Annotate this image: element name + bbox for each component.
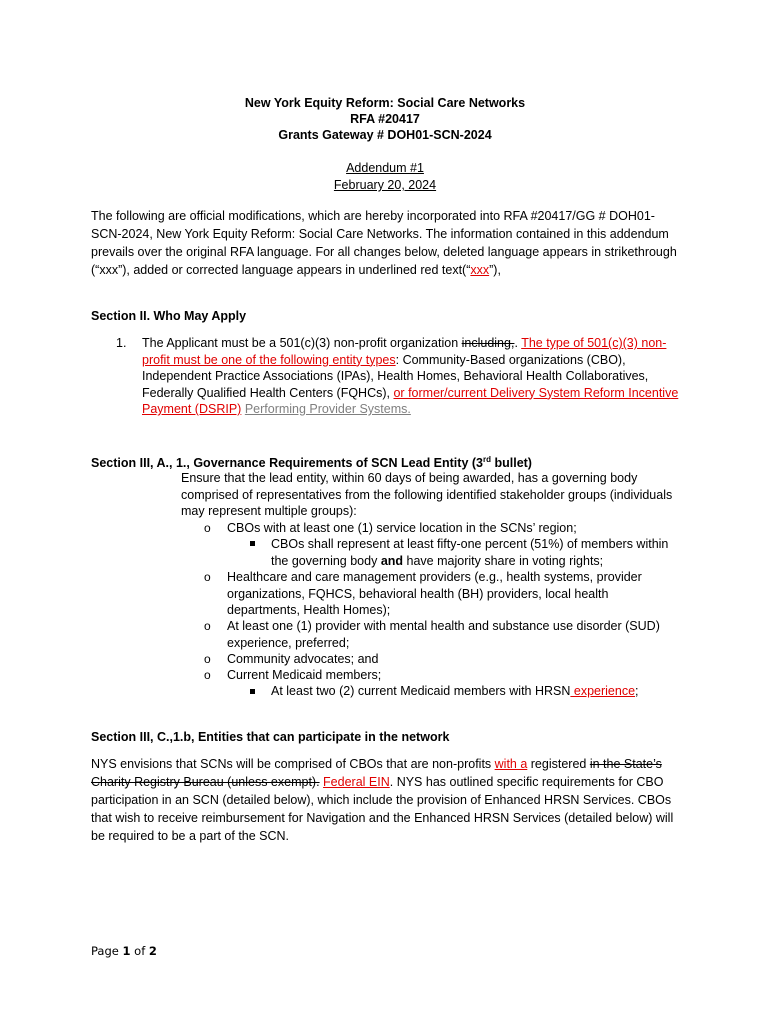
section-3c-paragraph: NYS envisions that SCNs will be comprised of CBOs that are non-profits with a registered in the State’s Charity Registry Bureau (unless exempt). Federal EIN. NYS has outlined specific requirements for CBO participation in an SCN (detailed below), which include the provision of Enhanced HRSN Services. CBOs that wish to receive reimbursement for Navigation and the Enhanced HRSN Services (detailed below) will be required to be a part of the SCN. — [91, 757, 674, 843]
deleted-text: in the State’s Charity Registry Bureau (unless exempt). — [91, 757, 662, 789]
section-2-heading: Section II. Who May Apply — [91, 309, 247, 323]
governance-bullet-4: Community advocates; and — [227, 652, 379, 666]
page-footer: Page 1 of 2 — [91, 944, 157, 958]
governance-bullet-2: Healthcare and care management providers (e.g., health systems, provider organizations, FQHCS, behavioral health (BH) providers, local health departments, Health Homes); — [227, 570, 642, 617]
grey-underlined-text: Performing Provider Systems. — [244, 402, 411, 416]
addendum-date: February 20, 2024 — [333, 178, 437, 192]
title-line-3: Grants Gateway # DOH01-SCN-2024 — [278, 128, 492, 142]
section-3a-heading: Section III, A., 1., Governance Requirements of SCN Lead Entity (3rd bullet) — [91, 455, 532, 471]
title-line-1: New York Equity Reform: Social Care Networks — [244, 96, 526, 110]
added-text: Federal EIN — [323, 775, 390, 789]
section-2-item-1: The Applicant must be a 501(c)(3) non-profit organization including,. The type of 501(c)(3) non-profit must be one of the following entity types: Community-Based organizations (CBO), Independent Practice Associations (IPAs), Health Homes, Behavioral Health Collaboratives, Federally Qualified Health Centers (FQHCs), or former/current Delivery System Reform Incentive Payment (DSRIP) Performing Provider Systems. — [142, 336, 679, 416]
square-bullet-icon — [250, 689, 255, 694]
section-3c-heading: Section III, C.,1.b, Entities that can participate in the network — [91, 730, 450, 744]
governance-subbullet-5a: At least two (2) current Medicaid members with HRSN experience; — [271, 684, 639, 698]
circle-bullet-icon: o — [204, 619, 211, 633]
circle-bullet-icon: o — [204, 668, 211, 682]
governance-intro: Ensure that the lead entity, within 60 days of being awarded, has a governing body comprised of representatives from the following identified stakeholder groups (individuals may represent multiple groups): — [181, 471, 673, 518]
deleted-text: including, — [461, 336, 515, 350]
governance-bullet-1: CBOs with at least one (1) service location in the SCNs’ region; — [227, 521, 577, 535]
intro-paragraph: The following are official modifications, which are hereby incorporated into RFA #20417/GG # DOH01-SCN-2024, New York Equity Reform: Social Care Networks. The information contained in this addendum prevails over the original RFA language. For all changes below, deleted language appears in strikethrough (“xxx”), added or corrected language appears in underlined red text(“xxx”), — [91, 209, 677, 277]
title-line-2: RFA #20417 — [350, 112, 420, 126]
added-text: or former/current Delivery System Reform Incentive Payment (DSRIP) — [142, 385, 679, 416]
circle-bullet-icon: o — [204, 570, 211, 584]
list-number: 1. — [116, 336, 127, 350]
circle-bullet-icon: o — [204, 652, 211, 666]
addendum-number: Addendum #1 — [346, 161, 424, 175]
governance-bullet-5: Current Medicaid members; — [227, 668, 382, 682]
square-bullet-icon — [250, 541, 255, 546]
circle-bullet-icon: o — [204, 521, 211, 535]
added-text: The type of 501(c)(3) non-profit must be one of the following entity types — [142, 336, 667, 367]
governance-subbullet-1a: CBOs shall represent at least fifty-one percent (51%) of members within the governing body and have majority share in voting rights; — [271, 537, 669, 568]
added-text: experience — [570, 684, 636, 698]
added-text: with a — [494, 757, 528, 771]
governance-bullet-3: At least one (1) provider with mental health and substance use disorder (SUD) experience, preferred; — [227, 619, 660, 650]
added-example: xxx — [470, 263, 490, 277]
